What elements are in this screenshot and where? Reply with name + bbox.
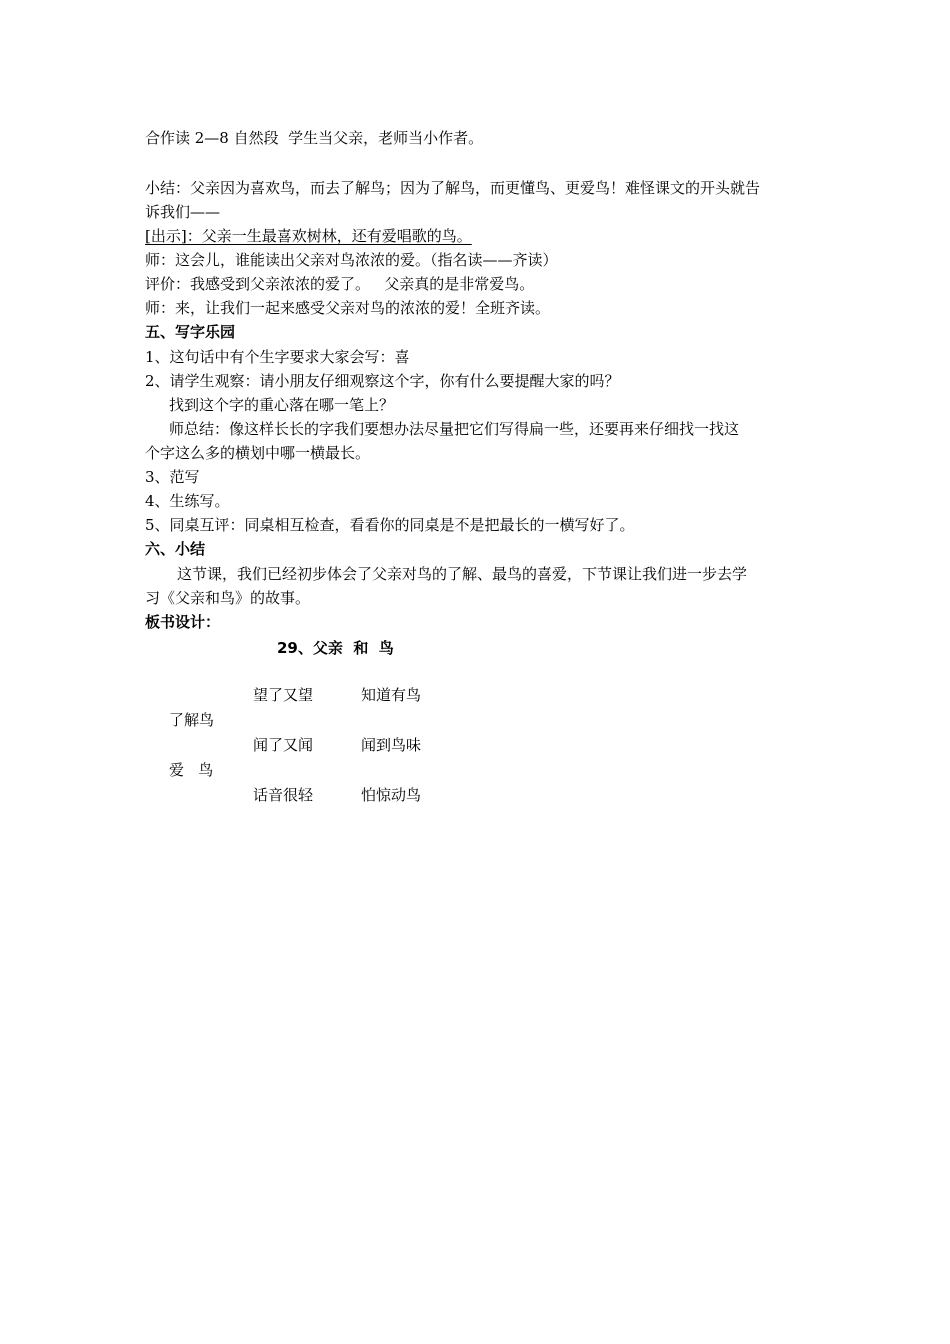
board-left-understand: 了解鸟 [169, 711, 215, 729]
section-heading-6: 六、小结 [145, 540, 206, 558]
list-item-1: 1、这句话中有个生字要求大家会写：喜 [145, 348, 410, 366]
board-row-3-action: 话音很轻 [253, 786, 314, 804]
teacher-summary-1: 师总结：像这样长长的字我们要想办法尽量把它们写得扁一些，还要再来仔细找一找这 [169, 420, 740, 438]
teacher-line-2: 师：来，让我们一起来感受父亲对鸟的浓浓的爱！全班齐读。 [145, 299, 551, 317]
conclusion-line-1: 这节课，我们已经初步体会了父亲对鸟的了解、最鸟的喜爱，下节课让我们进一步去学 [177, 565, 748, 583]
paragraph-group-reading: 合作读 2—8 自然段 学生当父亲，老师当小作者。 [145, 129, 484, 147]
teacher-line-1: 师：这会儿，谁能读出父亲对鸟浓浓的爱。（指名读——齐读） [145, 251, 558, 269]
show-quote [145, 224, 810, 248]
spacer [145, 150, 810, 176]
board-design-label: 板书设计： [145, 613, 221, 631]
board-row-2-result: 闻到鸟味 [361, 736, 422, 754]
teacher-summary-2: 个字这么多的横划中哪一横最长。 [145, 444, 371, 462]
section-heading-5: 五、写字乐园 [145, 323, 236, 341]
conclusion-line-2: 习《父亲和鸟》的故事。 [145, 589, 311, 607]
board-row-3-result: 怕惊动鸟 [361, 786, 422, 804]
list-item-3: 3、范写 [145, 468, 200, 486]
list-item-5: 5、同桌互评：同桌相互检查，看看你的同桌是不是把最长的一横写好了。 [145, 516, 635, 534]
board-row-2-action: 闻了又闻 [253, 736, 314, 754]
list-item-4: 4、生练写。 [145, 492, 230, 510]
show-quote-text: [出示]：父亲一生最喜欢树林，还有爱唱歌的鸟。 [145, 227, 472, 245]
evaluation-line: 评价：我感受到父亲浓浓的爱了。 父亲真的是非常爱鸟。 [145, 275, 535, 293]
board-row-1-action: 望了又望 [253, 686, 314, 704]
blackboard-design [145, 635, 810, 804]
summary-line-2: 诉我们—— [145, 203, 221, 221]
board-row-1-result: 知道有鸟 [361, 686, 422, 704]
list-item-2-sub: 找到这个字的重心落在哪一笔上？ [169, 396, 395, 414]
board-title: 29、父亲 和 鸟 [277, 639, 394, 657]
summary-line-1: 小结：父亲因为喜欢鸟，而去了解鸟；因为了解鸟，而更懂鸟、更爱鸟！难怪课文的开头就告 [145, 179, 761, 197]
list-item-2: 2、请学生观察：请小朋友仔细观察这个字，你有什么要提醒大家的吗？ [145, 372, 620, 390]
board-left-love: 爱 鸟 [169, 761, 214, 779]
document-body [145, 126, 810, 804]
